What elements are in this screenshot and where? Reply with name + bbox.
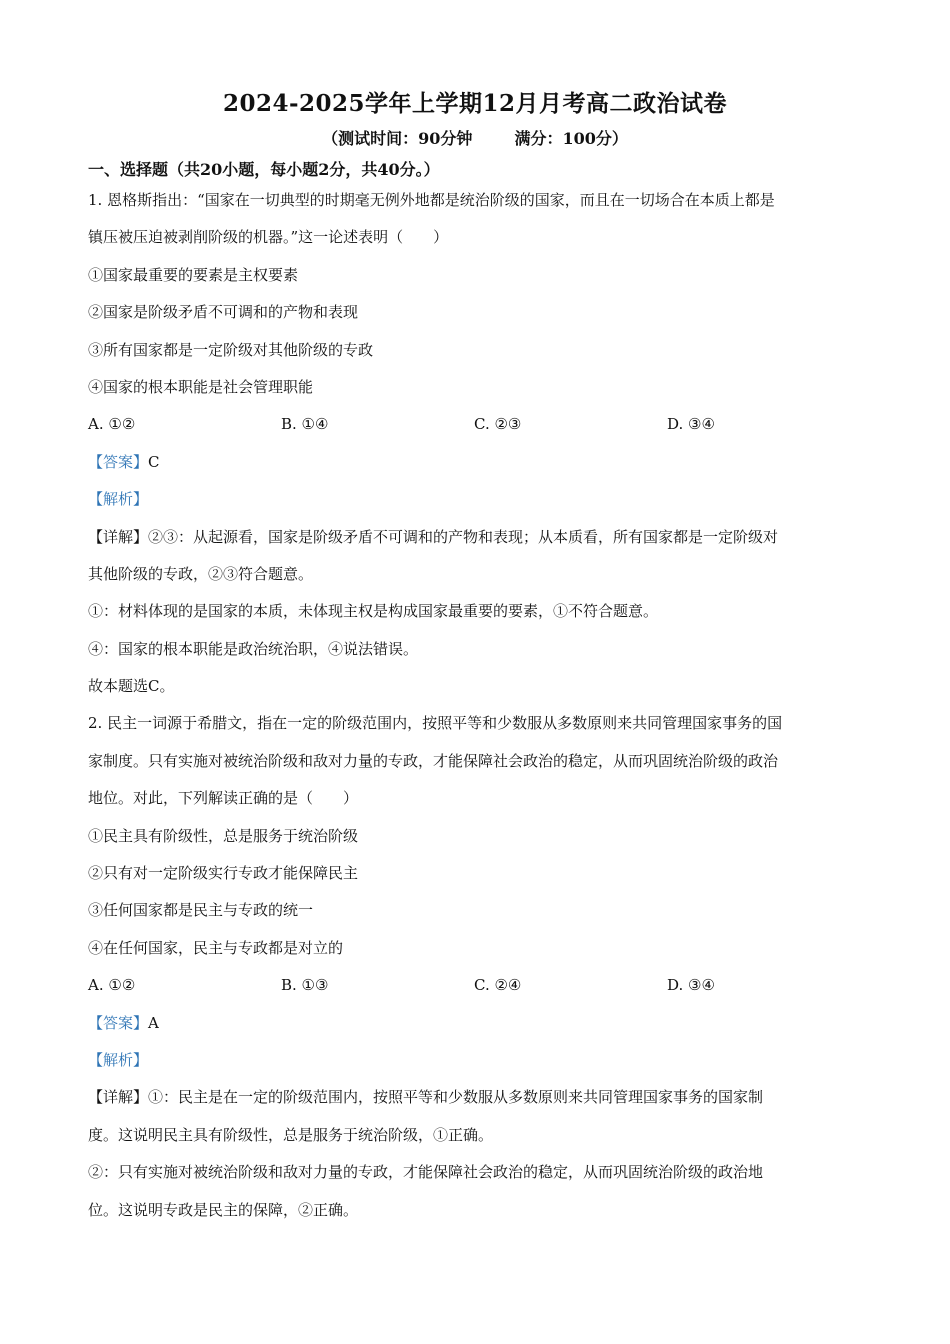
analysis-line bbox=[88, 484, 864, 521]
option-d: D. ③④ bbox=[667, 976, 715, 995]
question-item: ④在任何国家，民主与专政都是对立的 bbox=[88, 938, 344, 957]
detail-line: 位。这说明专政是民主的保障，②正确。 bbox=[88, 1200, 359, 1219]
question-item: ③所有国家都是一定阶级对其他阶级的专政 bbox=[88, 340, 374, 359]
exam-content bbox=[88, 185, 864, 1232]
detail-line bbox=[88, 1082, 864, 1119]
question-item: ①国家最重要的要素是主权要素 bbox=[88, 265, 299, 284]
option-b: B. ①④ bbox=[281, 415, 329, 434]
answer-options bbox=[88, 970, 864, 1007]
answer-line bbox=[88, 447, 864, 484]
option-a: A. ①② bbox=[88, 976, 136, 995]
exam-subtitle bbox=[0, 126, 950, 149]
question-stem-line: 家制度。只有实施对被统治阶级和敌对力量的专政，才能保障社会政治的稳定，从而巩固统治阶级的政治 bbox=[88, 751, 779, 770]
question-item: ②只有对一定阶级实行专政才能保障民主 bbox=[88, 864, 359, 883]
option-c: C. ②③ bbox=[474, 415, 522, 434]
detail-tag: 【详解】 bbox=[88, 1088, 149, 1107]
detail-line: 其他阶级的专政，②③符合题意。 bbox=[88, 564, 314, 583]
exam-title: 2024-2025学年上学期12月月考高二政治试卷 bbox=[222, 90, 728, 117]
detail-text: ②③：从起源看，国家是阶级矛盾不可调和的产物和表现；从本质看，所有国家都是一定阶级对 bbox=[148, 527, 779, 546]
option-a: A. ①② bbox=[88, 415, 136, 434]
option-c: C. ②④ bbox=[474, 976, 522, 995]
question-stem-line: 2. 民主一词源于希腊文，指在一定的阶级范围内，按照平等和少数服从多数原则来共同管理国家事务的国 bbox=[88, 714, 783, 733]
question-item: ②国家是阶级矛盾不可调和的产物和表现 bbox=[88, 303, 359, 322]
answer-options bbox=[88, 409, 864, 446]
detail-line bbox=[88, 522, 864, 559]
analysis-tag: 【解析】 bbox=[88, 1050, 149, 1069]
test-time: （测试时间：90分钟 bbox=[322, 129, 473, 148]
question-item: ④国家的根本职能是社会管理职能 bbox=[88, 377, 314, 396]
full-score: 满分：100分） bbox=[514, 129, 628, 148]
option-d: D. ③④ bbox=[667, 415, 715, 434]
question-item: ③任何国家都是民主与专政的统一 bbox=[88, 901, 314, 920]
answer-tag: 【答案】 bbox=[88, 452, 149, 471]
analysis-tag: 【解析】 bbox=[88, 490, 149, 509]
answer-value: A bbox=[148, 1013, 159, 1032]
detail-line: 故本题选C。 bbox=[88, 677, 175, 696]
detail-line: ④：国家的根本职能是政治统治职，④说法错误。 bbox=[88, 639, 419, 658]
answer-tag: 【答案】 bbox=[88, 1013, 149, 1032]
question-stem-line: 地位。对此，下列解读正确的是（ ） bbox=[88, 789, 359, 808]
question-stem-line: 1. 恩格斯指出：“国家在一切典型的时期毫无例外地都是统治阶级的国家，而且在一切场合在本质上都是 bbox=[88, 191, 775, 209]
detail-line: 度。这说明民主具有阶级性，总是服务于统治阶级，①正确。 bbox=[88, 1125, 494, 1144]
answer-line bbox=[88, 1008, 864, 1045]
question-item: ①民主具有阶级性，总是服务于统治阶级 bbox=[88, 826, 359, 845]
section-heading: 一、选择题（共20小题，每小题2分，共40分。） bbox=[88, 160, 440, 179]
analysis-line bbox=[88, 1045, 864, 1082]
question-stem-line: 镇压被压迫被剥削阶级的机器。”这一论述表明（ ） bbox=[88, 228, 449, 247]
option-b: B. ①③ bbox=[281, 976, 329, 995]
detail-line: ①：材料体现的是国家的本质，未体现主权是构成国家最重要的要素，①不符合题意。 bbox=[88, 602, 659, 621]
detail-tag: 【详解】 bbox=[88, 527, 149, 546]
answer-value: C bbox=[148, 452, 160, 471]
detail-line: ②：只有实施对被统治阶级和敌对力量的专政，才能保障社会政治的稳定，从而巩固统治阶级的政治地 bbox=[88, 1163, 764, 1182]
detail-text: ①：民主是在一定的阶级范围内，按照平等和少数服从多数原则来共同管理国家事务的国家制 bbox=[148, 1088, 764, 1107]
